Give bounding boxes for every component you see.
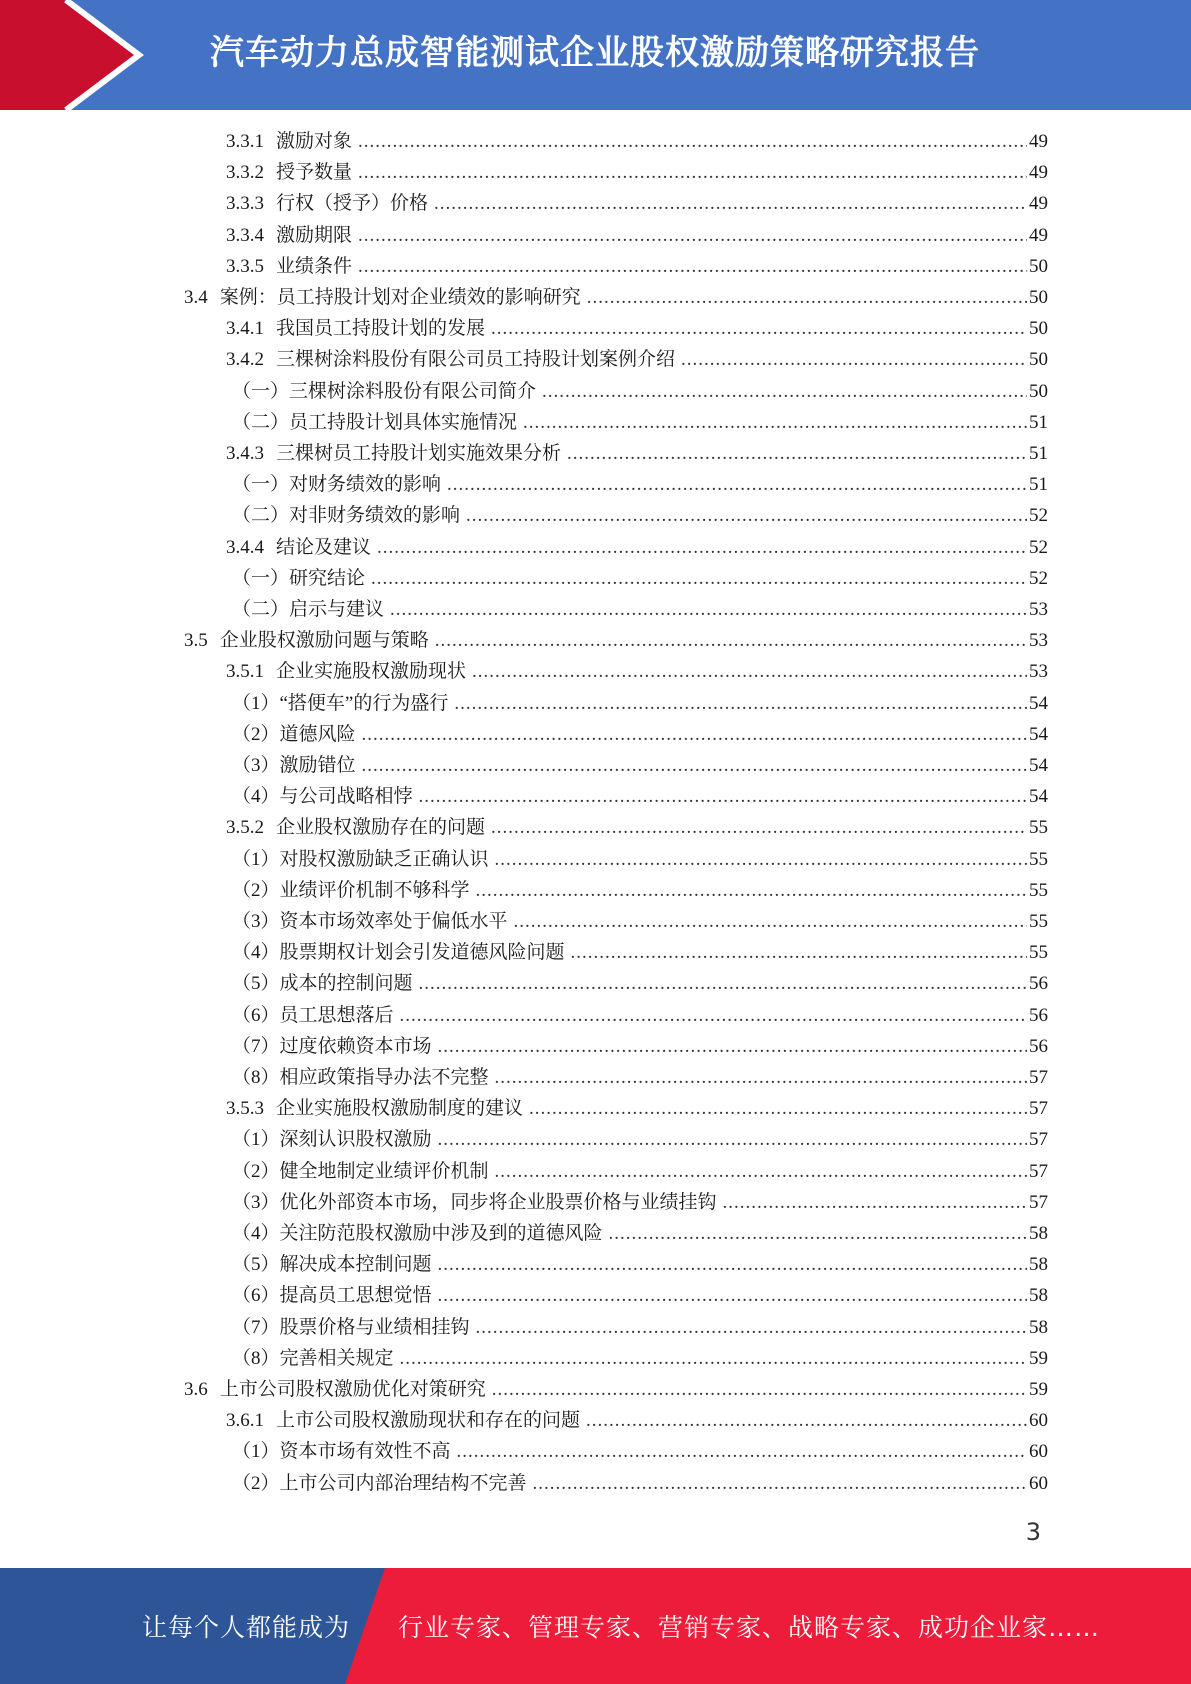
toc-dot-leader [362, 752, 1027, 780]
toc-dot-leader [454, 690, 1027, 718]
toc-entry[interactable] [232, 596, 1048, 624]
toc-dot-leader [438, 1033, 1027, 1061]
toc-entry[interactable] [226, 315, 1048, 343]
toc-entry-title: 企业股权激励存在的问题 [276, 817, 486, 838]
toc-entry-title: （2）道德风险 [232, 724, 356, 745]
toc-entry[interactable] [184, 284, 1048, 312]
toc-entry-page: 56 [1029, 973, 1048, 994]
toc-entry-number: 3.6 [184, 1379, 208, 1400]
toc-entry-page: 54 [1029, 755, 1048, 776]
toc-dot-leader [371, 565, 1027, 593]
toc-entry[interactable] [226, 253, 1048, 281]
toc-entry-title: （1）对股权激励缺乏正确认识 [232, 849, 489, 870]
toc-entry-number: 3.4.4 [226, 537, 264, 558]
toc-entry-number: 3.6.1 [226, 1410, 264, 1431]
toc-dot-leader [587, 284, 1027, 312]
toc-entry-page: 51 [1029, 412, 1048, 433]
toc-entry-page: 55 [1029, 942, 1048, 963]
toc-entry[interactable] [232, 752, 1048, 780]
toc-entry-page: 55 [1029, 911, 1048, 932]
toc-dot-leader [435, 627, 1027, 655]
toc-entry-title: （6）员工思想落后 [232, 1005, 394, 1026]
toc-entry-title: （一）研究结论 [232, 568, 366, 589]
toc-entry-page: 55 [1029, 817, 1048, 838]
toc-dot-leader [495, 1064, 1027, 1092]
toc-dot-leader [567, 440, 1027, 468]
toc-entry-page: 53 [1029, 599, 1048, 620]
toc-entry-number: 3.3.4 [226, 225, 264, 246]
toc-entry-page: 60 [1029, 1473, 1048, 1494]
toc-entry-number: 3.4 [184, 287, 208, 308]
toc-entry-title: 企业实施股权激励现状 [276, 661, 467, 682]
toc-entry-page: 49 [1029, 225, 1048, 246]
toc-dot-leader [438, 1251, 1027, 1279]
toc-entry-number: 3.4.1 [226, 318, 264, 339]
toc-entry-title: （6）提高员工思想觉悟 [232, 1285, 432, 1306]
toc-entry-title: （5）解决成本控制问题 [232, 1254, 432, 1275]
toc-entry[interactable] [232, 1002, 1048, 1030]
toc-entry[interactable] [232, 908, 1048, 936]
toc-entry-number: 3.4.2 [226, 349, 264, 370]
toc-entry[interactable] [232, 939, 1048, 967]
toc-entry-page: 52 [1029, 537, 1048, 558]
toc-entry[interactable] [226, 814, 1048, 842]
toc-entry-page: 58 [1029, 1223, 1048, 1244]
toc-dot-leader [438, 1282, 1027, 1310]
footer-slogan-right: 行业专家、管理专家、营销专家、战略专家、成功企业家…… [398, 1613, 1101, 1642]
toc-entry[interactable] [232, 1220, 1048, 1248]
toc-dot-leader [476, 1314, 1027, 1342]
toc-entry-title: （2）健全地制定业绩评价机制 [232, 1161, 489, 1182]
toc-dot-leader [358, 128, 1027, 156]
toc-entry-title: 激励期限 [276, 225, 353, 246]
toc-entry-page: 51 [1029, 474, 1048, 495]
toc-entry-page: 55 [1029, 849, 1048, 870]
toc-entry-page: 51 [1029, 443, 1048, 464]
toc-entry-number: 3.4.3 [226, 443, 264, 464]
toc-dot-leader [438, 1126, 1027, 1154]
toc-entry-title: （一）三棵树涂料股份有限公司简介 [232, 381, 537, 402]
toc-entry-page: 60 [1029, 1410, 1048, 1431]
toc-entry[interactable] [232, 502, 1048, 530]
toc-entry-page: 50 [1029, 256, 1048, 277]
toc-entry[interactable] [184, 627, 1048, 655]
toc-entry-page: 58 [1029, 1317, 1048, 1338]
toc-entry[interactable] [232, 1345, 1048, 1373]
toc-entry[interactable] [232, 1033, 1048, 1061]
toc-entry-number: 3.5.3 [226, 1098, 264, 1119]
toc-entry-title: （3）优化外部资本市场，同步将企业股票价格与业绩挂钩 [232, 1192, 717, 1213]
toc-entry-page: 60 [1029, 1441, 1048, 1462]
toc-entry[interactable] [232, 877, 1048, 905]
toc-entry[interactable] [226, 222, 1048, 250]
toc-dot-leader [377, 534, 1027, 562]
toc-entry-title: （一）对财务绩效的影响 [232, 474, 442, 495]
toc-entry-page: 53 [1029, 661, 1048, 682]
toc-entry[interactable] [226, 346, 1048, 374]
toc-dot-leader [434, 190, 1027, 218]
toc-entry[interactable] [226, 1407, 1048, 1435]
toc-entry-number: 3.3.2 [226, 162, 264, 183]
toc-entry[interactable] [232, 471, 1048, 499]
toc-entry-title: 授予数量 [276, 162, 353, 183]
toc-dot-leader [476, 877, 1027, 905]
toc-dot-leader [529, 1095, 1027, 1123]
toc-entry[interactable] [232, 1282, 1048, 1310]
toc-entry-number: 3.5 [184, 630, 208, 651]
header-chevron-graphic [0, 0, 160, 110]
report-title: 汽车动力总成智能测试企业股权激励策略研究报告 [210, 33, 980, 73]
toc-entry-title: 结论及建议 [276, 537, 372, 558]
toc-entry[interactable] [226, 1095, 1048, 1123]
toc-entry-title: 上市公司股权激励优化对策研究 [219, 1379, 486, 1400]
toc-entry[interactable] [232, 1126, 1048, 1154]
toc-entry-page: 59 [1029, 1348, 1048, 1369]
toc-entry-title: （7）过度依赖资本市场 [232, 1036, 432, 1057]
toc-entry[interactable] [232, 970, 1048, 998]
toc-entry-title: 业绩条件 [276, 256, 353, 277]
toc-entry-number: 3.3.1 [226, 131, 264, 152]
toc-entry-title: （7）股票价格与业绩相挂钩 [232, 1317, 470, 1338]
toc-dot-leader [533, 1470, 1027, 1498]
toc-entry[interactable] [232, 1189, 1048, 1217]
toc-entry-title: （5）成本的控制问题 [232, 973, 413, 994]
toc-entry-title: （2）业绩评价机制不够科学 [232, 880, 470, 901]
toc-entry-title: 我国员工持股计划的发展 [276, 318, 486, 339]
toc-entry-title: 企业实施股权激励制度的建议 [276, 1098, 524, 1119]
toc-entry-title: （1）“搭便车”的行为盛行 [232, 693, 449, 714]
toc-entry-page: 59 [1029, 1379, 1048, 1400]
toc-dot-leader [681, 346, 1027, 374]
toc-entry-title: 激励对象 [276, 131, 353, 152]
toc-entry[interactable] [226, 658, 1048, 686]
toc-entry[interactable] [226, 190, 1048, 218]
toc-dot-leader [419, 783, 1027, 811]
toc-entry-page: 57 [1029, 1161, 1048, 1182]
toc-entry-page: 50 [1029, 349, 1048, 370]
toc-dot-leader [457, 1438, 1027, 1466]
toc-entry-number: 3.3.3 [226, 193, 264, 214]
toc-dot-leader [400, 1345, 1027, 1373]
toc-entry[interactable] [232, 1470, 1048, 1498]
toc-entry[interactable] [232, 1158, 1048, 1186]
toc-entry-number: 3.5.1 [226, 661, 264, 682]
page-footer [0, 1568, 1191, 1684]
page-number: 3 [1025, 1518, 1041, 1546]
toc-entry-page: 53 [1029, 630, 1048, 651]
toc-dot-leader [447, 471, 1027, 499]
toc-dot-leader [514, 908, 1027, 936]
toc-entry[interactable] [232, 1064, 1048, 1092]
toc-dot-leader [400, 1002, 1027, 1030]
toc-entry[interactable] [232, 721, 1048, 749]
page-header [0, 0, 1191, 110]
toc-dot-leader [571, 939, 1027, 967]
toc-entry-page: 50 [1029, 318, 1048, 339]
toc-entry-title: （3）资本市场效率处于偏低水平 [232, 911, 508, 932]
toc-entry-page: 50 [1029, 381, 1048, 402]
toc-entry-title: （二）员工持股计划具体实施情况 [232, 412, 518, 433]
toc-dot-leader [358, 222, 1027, 250]
toc-entry[interactable] [226, 440, 1048, 468]
toc-entry-page: 56 [1029, 1005, 1048, 1026]
toc-dot-leader [492, 1376, 1027, 1404]
toc-entry-title: （4）与公司战略相悖 [232, 786, 413, 807]
footer-slogan-left: 让每个人都能成为 [142, 1613, 351, 1642]
toc-dot-leader [358, 253, 1027, 281]
toc-dot-leader [472, 658, 1027, 686]
toc-entry-title: （1）资本市场有效性不高 [232, 1441, 451, 1462]
toc-dot-leader [491, 814, 1027, 842]
toc-entry-page: 57 [1029, 1098, 1048, 1119]
toc-dot-leader [419, 970, 1027, 998]
toc-entry-title: （3）激励错位 [232, 755, 356, 776]
toc-entry-number: 3.3.5 [226, 256, 264, 277]
toc-entry-page: 55 [1029, 880, 1048, 901]
toc-entry[interactable] [232, 1438, 1048, 1466]
toc-entry-page: 58 [1029, 1254, 1048, 1275]
toc-entry-page: 54 [1029, 724, 1048, 745]
toc-dot-leader [362, 721, 1027, 749]
toc-dot-leader [466, 502, 1027, 530]
toc-entry-title: 企业股权激励问题与策略 [219, 630, 429, 651]
toc-dot-leader [609, 1220, 1027, 1248]
toc-entry-title: （1）深刻认识股权激励 [232, 1129, 432, 1150]
toc-entry[interactable] [232, 783, 1048, 811]
toc-entry-title: 行权（授予）价格 [276, 193, 429, 214]
toc-entry-page: 58 [1029, 1285, 1048, 1306]
toc-entry-title: （二）启示与建议 [232, 599, 385, 620]
toc-entry-title: 上市公司股权激励现状和存在的问题 [276, 1410, 581, 1431]
toc-entry-page: 54 [1029, 786, 1048, 807]
toc-entry-title: （8）相应政策指导办法不完整 [232, 1067, 489, 1088]
toc-entry-page: 52 [1029, 505, 1048, 526]
toc-entry-title: （二）对非财务绩效的影响 [232, 505, 461, 526]
toc-entry-title: 三棵树员工持股计划实施效果分析 [276, 443, 562, 464]
toc-entry[interactable] [232, 1314, 1048, 1342]
toc-entry-page: 57 [1029, 1129, 1048, 1150]
toc-dot-leader [491, 315, 1027, 343]
toc-dot-leader [358, 159, 1027, 187]
toc-entry[interactable] [226, 534, 1048, 562]
toc-entry-title: （4）关注防范股权激励中涉及到的道德风险 [232, 1223, 603, 1244]
toc-entry-page: 56 [1029, 1036, 1048, 1057]
toc-entry-page: 54 [1029, 693, 1048, 714]
toc-entry[interactable] [232, 846, 1048, 874]
toc-dot-leader [586, 1407, 1027, 1435]
toc-entry-title: （4）股票期权计划会引发道德风险问题 [232, 942, 565, 963]
toc-entry[interactable] [232, 1251, 1048, 1279]
toc-entry-page: 57 [1029, 1067, 1048, 1088]
toc-entry[interactable] [232, 409, 1048, 437]
toc-dot-leader [495, 846, 1027, 874]
toc-dot-leader [542, 378, 1027, 406]
toc-entry[interactable] [232, 565, 1048, 593]
toc-entry-page: 49 [1029, 162, 1048, 183]
toc-entry-page: 49 [1029, 193, 1048, 214]
toc-dot-leader [390, 596, 1027, 624]
toc-entry-title: 三棵树涂料股份有限公司员工持股计划案例介绍 [276, 349, 676, 370]
toc-entry[interactable] [232, 378, 1048, 406]
toc-entry-title: （8）完善相关规定 [232, 1348, 394, 1369]
toc-dot-leader [723, 1189, 1027, 1217]
toc-dot-leader [495, 1158, 1027, 1186]
toc-entry-page: 52 [1029, 568, 1048, 589]
toc-entry-title: 案例：员工持股计划对企业绩效的影响研究 [219, 287, 581, 308]
toc-entry[interactable] [232, 690, 1048, 718]
toc-entry-number: 3.5.2 [226, 817, 264, 838]
toc-entry-page: 57 [1029, 1192, 1048, 1213]
toc-entry-page: 50 [1029, 287, 1048, 308]
toc-entry-title: （2）上市公司内部治理结构不完善 [232, 1473, 527, 1494]
toc-dot-leader [523, 409, 1027, 437]
toc-entry-page: 49 [1029, 131, 1048, 152]
toc-entry[interactable] [184, 1376, 1048, 1404]
toc-entry[interactable] [226, 159, 1048, 187]
toc-entry[interactable] [226, 128, 1048, 156]
